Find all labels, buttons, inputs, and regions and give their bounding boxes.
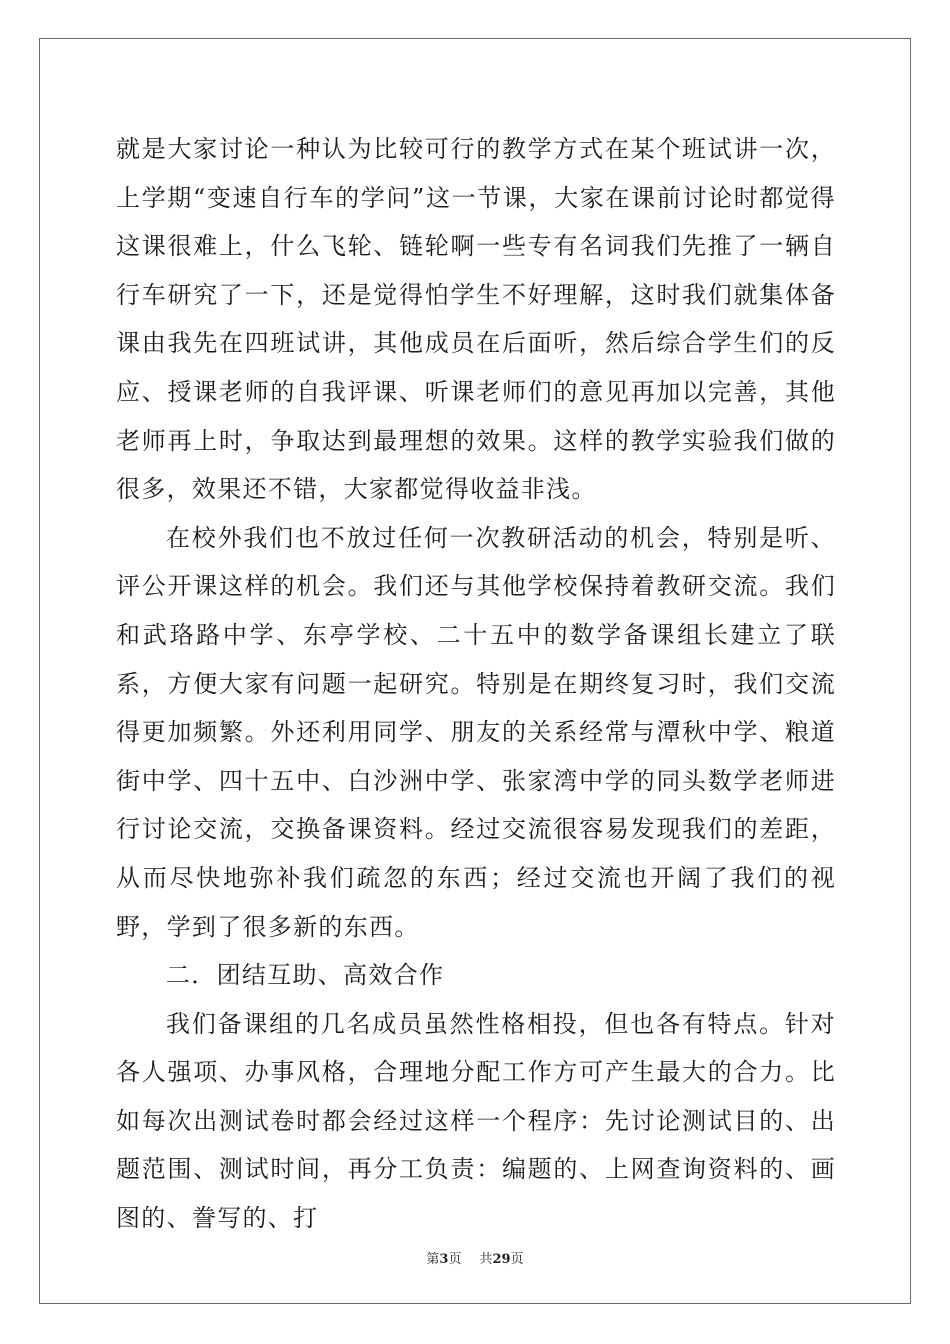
page-prefix: 第 xyxy=(426,1252,440,1267)
page-suffix: 页 xyxy=(448,1252,462,1267)
total-prefix: 共 xyxy=(479,1252,493,1267)
page-footer xyxy=(0,1252,950,1268)
section-heading: 二．团结互助、高效合作 xyxy=(166,961,445,990)
document-body xyxy=(116,125,836,1243)
paragraph-teamwork: 我们备课组的几名成员虽然性格相投，但也各有特点。针对各人强项、办事风格，合理地分配工作方可产生最大的合力。比如每次出测试卷时都会经过这样一个程序：先讨论测试目的、出题范围、测试时间，再分工负责：编题的、上网查询资料的、画图的、誊写的、打 xyxy=(116,1009,836,1233)
total-suffix: 页 xyxy=(510,1252,524,1267)
paragraph-external-exchange: 在校外我们也不放过任何一次教研活动的机会，特别是听、评公开课这样的机会。我们还与其他学校保持着教研交流。我们和武珞路中学、东亭学校、二十五中的数学备课组长建立了联系，方便大家有问题一起研究。特别是在期终复习时，我们交流得更加频繁。外还利用同学、朋友的关系经常与潭秋中学、粮道街中学、四十五中、白沙洲中学、张家湾中学的同头数学老师进行讨论交流，交换备课资料。经过交流很容易发现我们的差距，从而尽快地弥补我们疏忽的东西；经过交流也开阔了我们的视野，学到了很多新的东西。 xyxy=(116,523,836,941)
total-pages: 29 xyxy=(492,1252,511,1267)
paragraph-continuation: 就是大家讨论一种认为比较可行的教学方式在某个班试讲一次，上学期“变速自行车的学问”这一节课，大家在课前讨论时都觉得这课很难上，什么飞轮、链轮啊一些专有名词我们先推了一辆自行车研究了一下，还是觉得怕学生不好理解，这时我们就集体备课由我先在四班试讲，其他成员在后面听，然后综合学生们的反应、授课老师的自我评课、听课老师们的意见再加以完善，其他老师再上时，争取达到最理想的效果。这样的教学实验我们做的很多，效果还不错，大家都觉得收益非浅。 xyxy=(116,135,836,504)
page-number: 3 xyxy=(439,1252,449,1267)
